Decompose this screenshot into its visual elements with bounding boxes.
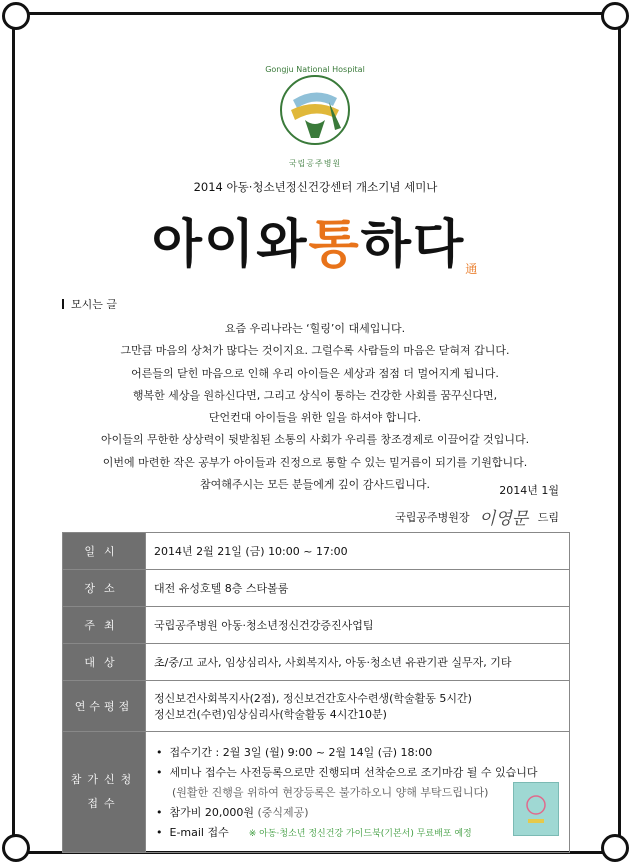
table-row: [63, 644, 570, 681]
logo-bottom-text: 국립공주병원: [288, 159, 342, 168]
event-venue: 대전 유성호텔 8층 스타볼룸: [146, 570, 570, 607]
invite-label: 모시는 글: [62, 296, 117, 312]
letter-line: 행복한 세상을 원하신다면, 그리고 상식이 통하는 건강한 사회를 꿈꾸신다면,: [132, 388, 498, 402]
guidebook-note: ※ 아동·청소년 정신건강 가이드북(기본서) 무료배포 예정: [248, 828, 472, 839]
credits-line: 정신보건사회복지사(2점), 정신보건간호사수련생(학술활동 5시간): [154, 692, 472, 705]
handwritten-signature: 이영문: [478, 509, 529, 529]
invitation-letter: [60, 318, 570, 496]
table-row: [63, 607, 570, 644]
apply-note: (원활한 진행을 위하여 현장등록은 불가하오니 양해 부탁드립니다): [172, 785, 489, 799]
lunch-note: (중식제공): [257, 805, 309, 819]
signer-title: 국립공주병원장: [395, 511, 470, 524]
apply-email: [156, 823, 569, 844]
letter-line: 단언컨대 아이들을 위한 일을 하셔야 합니다.: [208, 411, 422, 425]
letter-line: 아이들의 무한한 상상력이 뒷받침된 소통의 사회가 우리를 창조경제로 이끌어갈 것입니다.: [100, 433, 530, 447]
event-datetime: 2014년 2월 21일 (금) 10:00 ~ 17:00: [146, 533, 570, 570]
seminar-subtitle: 2014 아동·청소년정신건강센터 개소기념 세미나: [193, 180, 438, 194]
event-target: 초/중/고 교사, 임상심리사, 사회복지사, 아동·청소년 유관기관 실무자, 기타: [146, 644, 570, 681]
apply-notice: • 세미나 접수는 사전등록으로만 진행되며 선착순으로 조기마감 될 수 있습니다: [156, 763, 569, 783]
row-label: 일시: [63, 533, 146, 570]
apply-label-line2: 접수: [87, 797, 121, 810]
book-icon: [516, 783, 556, 829]
row-label: 장소: [63, 570, 146, 607]
fee-text: 참가비 20,000원: [169, 805, 254, 819]
table-row: [63, 732, 570, 853]
letter-date: 2014년 1월: [499, 484, 559, 497]
guidebook-image: [513, 782, 559, 836]
apply-period: • 접수기간 : 2월 3일 (월) 9:00 ~ 2월 14일 (금) 18:00: [156, 743, 569, 763]
signature-line: [395, 504, 559, 529]
table-row: [63, 533, 570, 570]
seminar-title: [0, 202, 631, 277]
row-label: 주최: [63, 607, 146, 644]
table-row: [63, 681, 570, 732]
title-part2: 하다: [360, 214, 466, 275]
corner-ornament: [601, 834, 629, 862]
corner-ornament: [2, 2, 30, 30]
row-label: 대상: [63, 644, 146, 681]
corner-ornament: [601, 2, 629, 30]
credits-line: 정신보건(수련)임상심리사(학술활동 4시간10분): [154, 708, 387, 721]
hospital-logo: [245, 58, 385, 173]
letter-line: 참여해주시는 모든 분들에게 깊이 감사드립니다.: [199, 478, 430, 492]
signature-suffix: 드림: [537, 511, 559, 524]
title-highlight: 통: [308, 214, 361, 275]
event-info-table: [62, 532, 570, 853]
title-hanja: 通: [465, 262, 480, 276]
letter-line: 이번에 마련한 작은 공부가 아이들과 진정으로 통할 수 있는 밑거름이 되기를 기원합니다.: [102, 455, 528, 469]
email-text: E-mail 접수: [169, 825, 229, 839]
table-row: [63, 570, 570, 607]
apply-label-line1: 참가신청: [70, 773, 138, 786]
logo-arc-text: Gongju National Hospital: [265, 65, 365, 74]
row-label: [63, 732, 146, 853]
row-label: 연수평점: [63, 681, 146, 732]
title-part1: 아이와: [151, 214, 309, 275]
letter-line: 그만큼 마음의 상처가 많다는 것이지요. 그럴수록 사람들의 마음은 닫혀져 갑니다.: [120, 344, 510, 358]
event-credits: [146, 681, 570, 732]
corner-ornament: [2, 834, 30, 862]
letter-line: 어른들의 닫힌 마음으로 인해 우리 아이들은 세상과 점점 더 멀어지게 됩니다.: [131, 366, 499, 380]
apply-details: [146, 732, 570, 853]
apply-fee: [156, 803, 569, 823]
logo-emblem-icon: [245, 58, 385, 158]
letter-line: 요즘 우리나라는 ‘힐링’이 대세입니다.: [224, 322, 406, 335]
event-host: 국립공주병원 아동·청소년정신건강증진사업팀: [146, 607, 570, 644]
